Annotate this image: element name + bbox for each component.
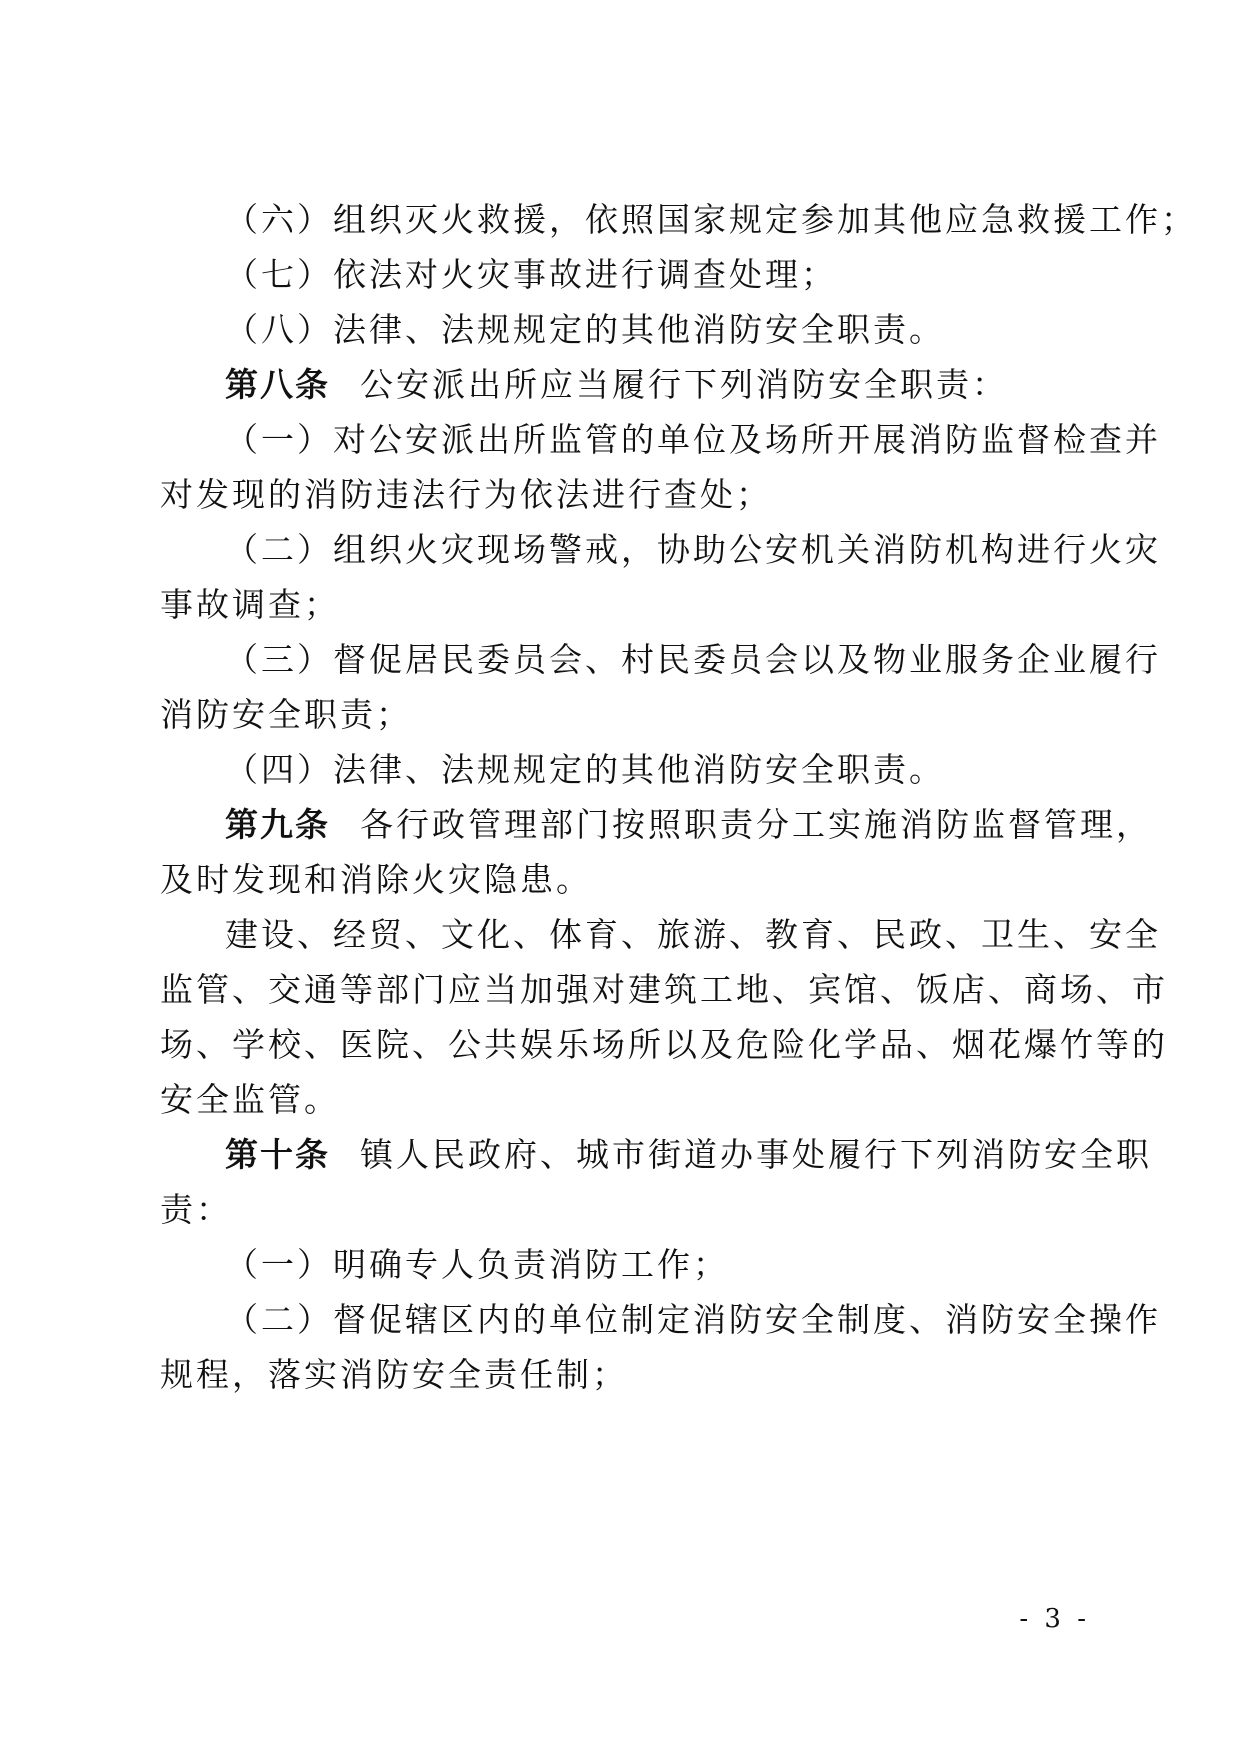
text-line: （一）对公安派出所监管的单位及场所开展消防监督检查并 bbox=[225, 420, 1161, 459]
article-9-heading: 第九条 bbox=[225, 805, 330, 844]
text-line: 事故调查； bbox=[160, 585, 340, 624]
text-line: （八）法律、法规规定的其他消防安全职责。 bbox=[225, 310, 945, 349]
text-line: 建设、经贸、文化、体育、旅游、教育、民政、卫生、安全 bbox=[225, 915, 1161, 954]
text-line: 监管、交通等部门应当加强对建筑工地、宾馆、饭店、商场、市 bbox=[160, 970, 1168, 1009]
article-10-line: 第十条 镇人民政府、城市街道办事处履行下列消防安全职 bbox=[225, 1135, 1152, 1174]
page-number: - 3 - bbox=[1019, 1604, 1090, 1634]
text-line: （三）督促居民委员会、村民委员会以及物业服务企业履行 bbox=[225, 640, 1161, 679]
text-line: 场、学校、医院、公共娱乐场所以及危险化学品、烟花爆竹等的 bbox=[160, 1025, 1168, 1064]
text-line: 消防安全职责； bbox=[160, 695, 412, 734]
text-line: （四）法律、法规规定的其他消防安全职责。 bbox=[225, 750, 945, 789]
text-line: 安全监管。 bbox=[160, 1080, 340, 1119]
article-8-heading: 第八条 bbox=[225, 365, 330, 404]
text-line: 规程，落实消防安全责任制； bbox=[160, 1355, 628, 1394]
text-line: 及时发现和消除火灾隐患。 bbox=[160, 860, 592, 899]
text-line: （一）明确专人负责消防工作； bbox=[225, 1245, 729, 1284]
article-8-line: 第八条 公安派出所应当履行下列消防安全职责： bbox=[225, 365, 1008, 404]
text-line: （七）依法对火灾事故进行调查处理； bbox=[225, 255, 837, 294]
text-line: 责： bbox=[160, 1190, 232, 1229]
text-line: （二）督促辖区内的单位制定消防安全制度、消防安全操作 bbox=[225, 1300, 1161, 1339]
text-line: 对发现的消防违法行为依法进行查处； bbox=[160, 475, 772, 514]
article-10-heading: 第十条 bbox=[225, 1135, 330, 1174]
text-line: （二）组织火灾现场警戒，协助公安机关消防机构进行火灾 bbox=[225, 530, 1161, 569]
text-line: （六）组织灭火救援，依照国家规定参加其他应急救援工作； bbox=[225, 200, 1197, 239]
article-9-line: 第九条 各行政管理部门按照职责分工实施消防监督管理， bbox=[225, 805, 1152, 844]
